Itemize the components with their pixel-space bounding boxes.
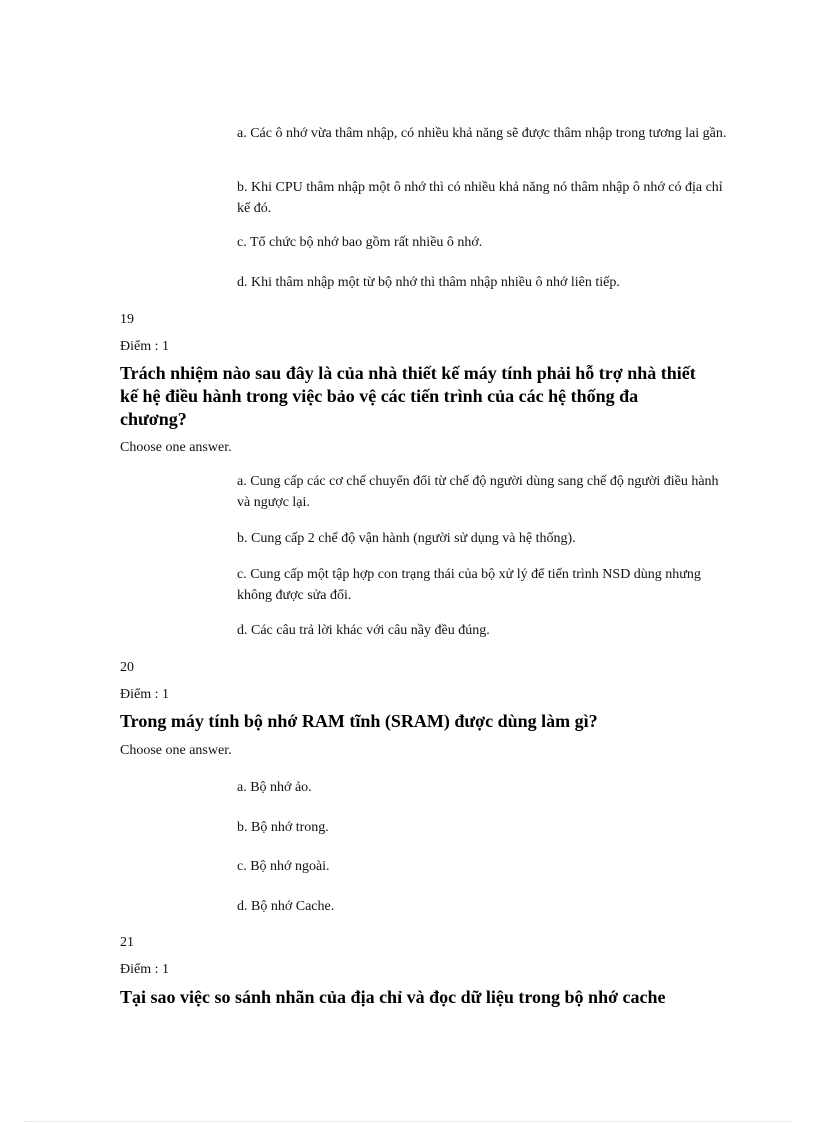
- q18-answer-c: c. Tổ chức bộ nhớ bao gồm rất nhiều ô nhớ.: [237, 235, 483, 250]
- q21-question-text: Tại sao việc so sánh nhãn của địa chỉ và đọc dữ liệu trong bộ nhớ cache: [120, 987, 666, 1007]
- q20-number: 20: [120, 660, 134, 675]
- q19-choose-hint: Choose one answer.: [120, 440, 232, 455]
- q20-answer-b: b. Bộ nhớ trong.: [237, 820, 329, 835]
- q21-number: 21: [120, 935, 134, 950]
- q19-answer-b: b. Cung cấp 2 chế độ vận hành (người sử dụng và hệ thống).: [237, 531, 576, 546]
- q19-answer-c: c. Cung cấp một tập hợp con trạng thái của bộ xử lý để tiến trình NSD dùng nhưng không được sửa đổi.: [237, 567, 701, 603]
- q21-score: Điểm : 1: [120, 962, 169, 977]
- q20-answer-a: a. Bộ nhớ ảo.: [237, 780, 312, 795]
- q18-answer-d: d. Khi thâm nhập một từ bộ nhớ thì thâm nhập nhiều ô nhớ liên tiếp.: [237, 275, 620, 290]
- q19-question-text: Trách nhiệm nào sau đây là của nhà thiết kế máy tính phải hỗ trợ nhà thiết kế hệ điều hành trong việc bảo vệ các tiến trình của các hệ thống đa chương?: [120, 363, 696, 429]
- q20-choose-hint: Choose one answer.: [120, 743, 232, 758]
- q20-question-text: Trong máy tính bộ nhớ RAM tĩnh (SRAM) được dùng làm gì?: [120, 711, 598, 731]
- q19-score: Điểm : 1: [120, 339, 169, 354]
- q19-number: 19: [120, 312, 134, 327]
- q20-answer-d: d. Bộ nhớ Cache.: [237, 899, 335, 914]
- q18-answer-a: a. Các ô nhớ vừa thâm nhập, có nhiều khả năng sẽ được thâm nhập trong tương lai gần.: [237, 126, 727, 141]
- q19-answer-d: d. Các câu trả lời khác với câu nầy đều đúng.: [237, 623, 490, 638]
- page-bottom-divider: [24, 1121, 792, 1122]
- q19-answer-a: a. Cung cấp các cơ chế chuyển đổi từ chế độ người dùng sang chế độ người điều hành và ngược lại.: [237, 474, 719, 510]
- q20-answer-c: c. Bộ nhớ ngoài.: [237, 859, 330, 874]
- q20-score: Điểm : 1: [120, 687, 169, 702]
- q18-answer-b: b. Khi CPU thâm nhập một ô nhớ thì có nhiều khả năng nó thâm nhập ô nhớ có địa chỉ kế đó.: [237, 180, 723, 216]
